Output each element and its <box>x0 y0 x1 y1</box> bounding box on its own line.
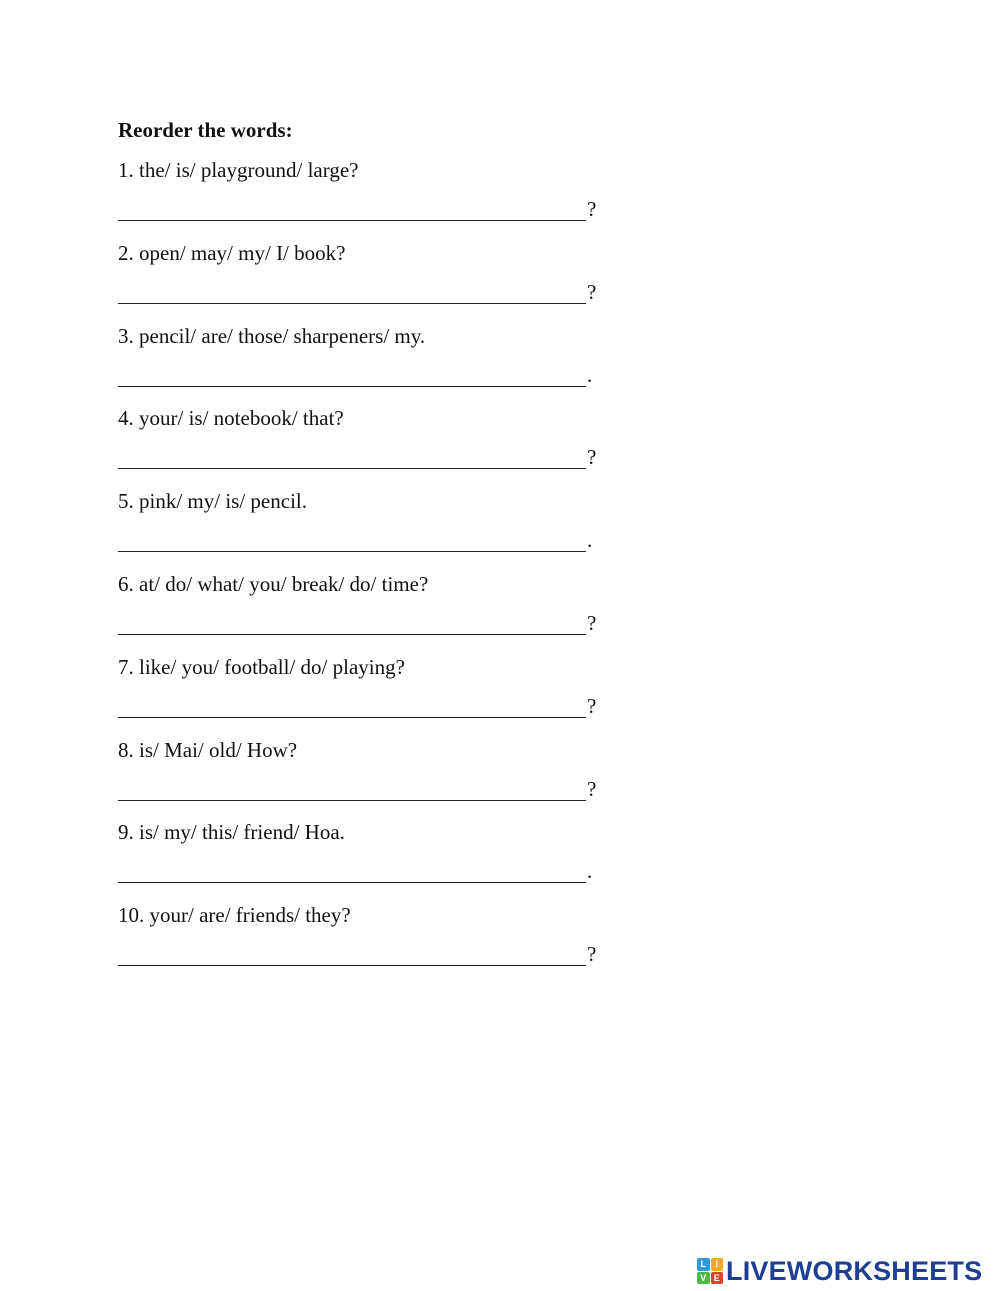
liveworksheets-logo-icon <box>697 1258 723 1284</box>
logo-tile: I <box>711 1258 724 1271</box>
question-prompt: 7. like/ you/ football/ do/ playing? <box>118 654 405 679</box>
question-item <box>118 570 638 653</box>
answer-input[interactable] <box>118 528 586 552</box>
question-item <box>118 487 638 570</box>
question-prompt: 6. at/ do/ what/ you/ break/ do/ time? <box>118 571 429 596</box>
answer-input[interactable] <box>118 280 586 304</box>
question-prompt: 9. is/ my/ this/ friend/ Hoa. <box>118 820 345 845</box>
answer-row <box>118 942 608 968</box>
question-prompt: 5. pink/ my/ is/ pencil. <box>118 489 307 514</box>
question-prompt: 3. pencil/ are/ those/ sharpeners/ my. <box>118 323 426 348</box>
question-item <box>118 322 638 405</box>
worksheet <box>118 116 638 984</box>
answer-input[interactable] <box>118 197 586 221</box>
liveworksheets-brand <box>697 1256 982 1286</box>
answer-input[interactable] <box>118 694 586 718</box>
question-item <box>118 736 638 819</box>
question-item <box>118 818 638 901</box>
end-punctuation: . <box>587 362 593 387</box>
answer-row <box>118 694 608 720</box>
logo-tile: V <box>697 1272 710 1285</box>
answer-input[interactable] <box>118 611 586 635</box>
logo-tile: L <box>697 1258 710 1271</box>
brand-name: LIVEWORKSHEETS <box>726 1256 983 1286</box>
end-punctuation: ? <box>587 445 597 470</box>
end-punctuation: ? <box>587 197 597 221</box>
end-punctuation: ? <box>587 776 597 801</box>
question-prompt: 4. your/ is/ notebook/ that? <box>118 406 344 431</box>
answer-row <box>118 859 608 885</box>
answer-input[interactable] <box>118 445 586 469</box>
answer-input[interactable] <box>118 363 586 387</box>
question-prompt: 10. your/ are/ friends/ they? <box>118 903 351 928</box>
answer-input[interactable] <box>118 777 586 801</box>
answer-row <box>118 197 608 223</box>
question-prompt: 1. the/ is/ playground/ large? <box>118 158 359 182</box>
question-item <box>118 239 638 322</box>
answer-row <box>118 777 608 803</box>
answer-row <box>118 611 608 637</box>
question-item <box>118 901 638 984</box>
end-punctuation: . <box>587 528 593 553</box>
end-punctuation: ? <box>587 610 597 635</box>
answer-row <box>118 528 608 554</box>
question-item <box>118 156 638 239</box>
end-punctuation: ? <box>587 279 597 304</box>
answer-input[interactable] <box>118 942 586 966</box>
end-punctuation: . <box>587 859 593 884</box>
question-prompt: 2. open/ may/ my/ I/ book? <box>118 240 346 265</box>
end-punctuation: ? <box>587 693 597 718</box>
question-prompt: 8. is/ Mai/ old/ How? <box>118 737 298 762</box>
answer-row <box>118 445 608 471</box>
logo-tile: E <box>711 1272 724 1285</box>
end-punctuation: ? <box>587 942 597 967</box>
answer-input[interactable] <box>118 859 586 883</box>
answer-row <box>118 363 608 389</box>
question-item <box>118 404 638 487</box>
question-item <box>118 653 638 736</box>
answer-row <box>118 280 608 306</box>
worksheet-heading: Reorder the words: <box>118 118 293 142</box>
